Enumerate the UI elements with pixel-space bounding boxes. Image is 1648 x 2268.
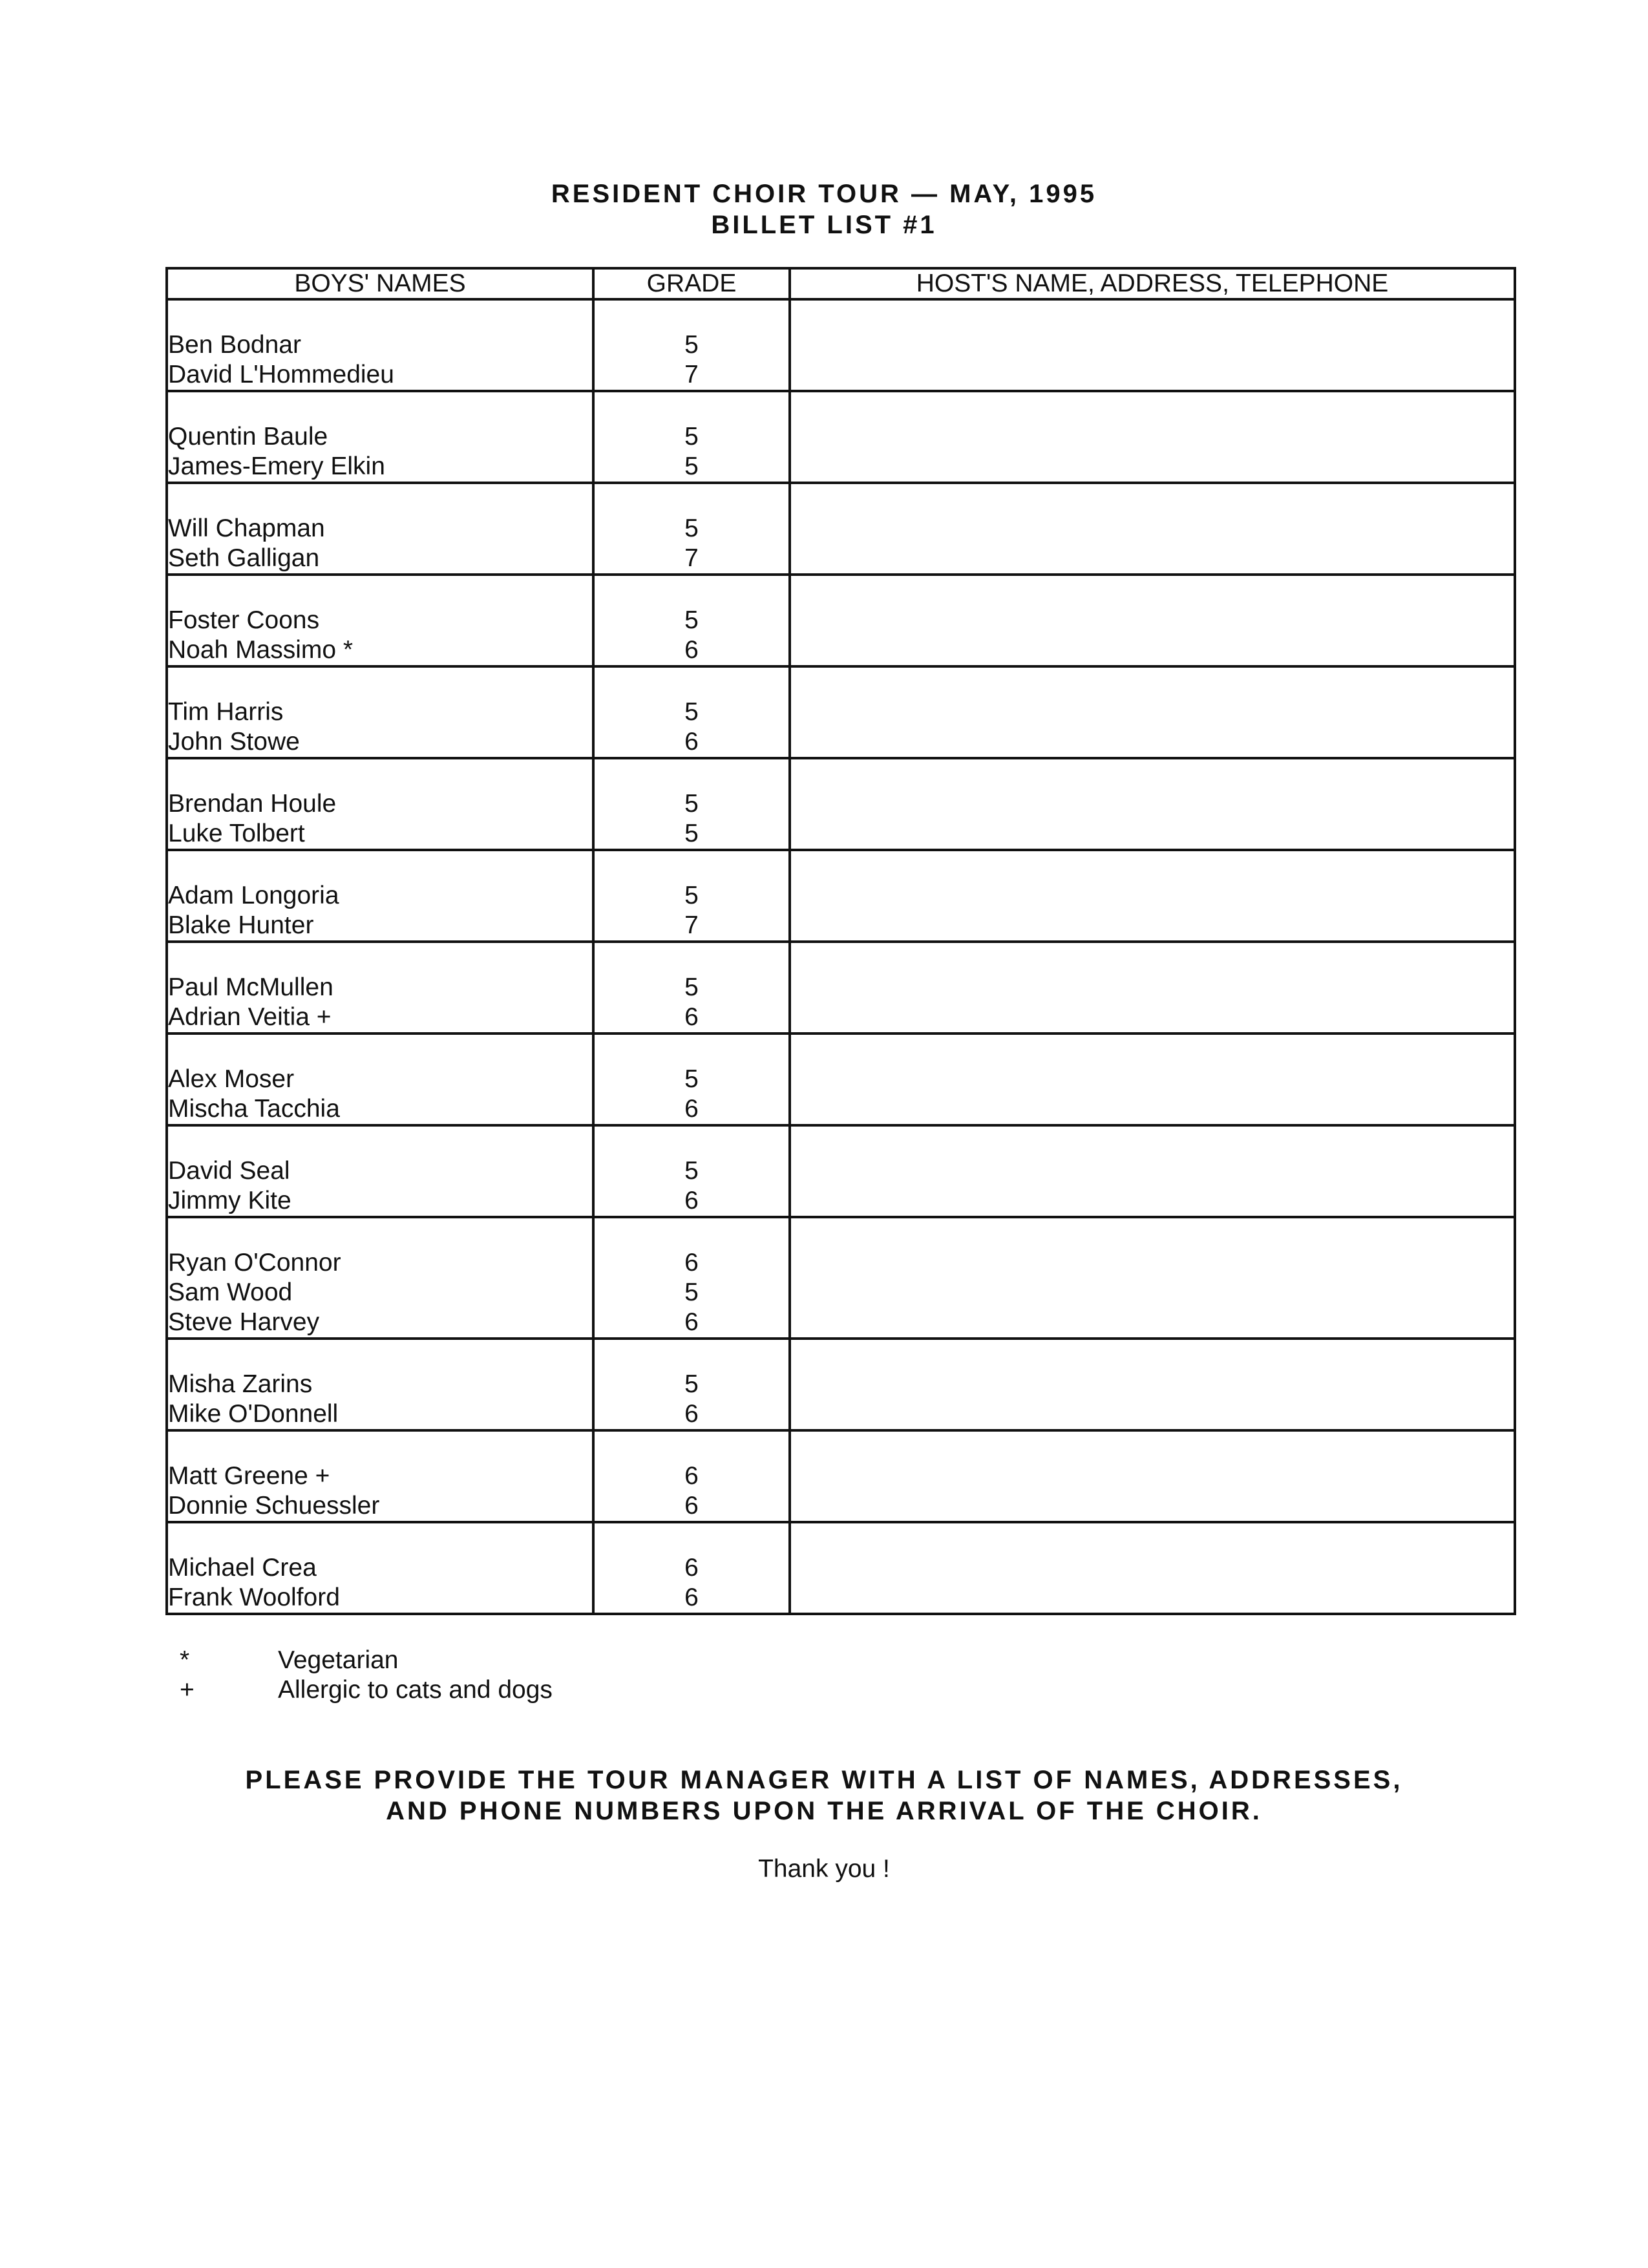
grade-cell bbox=[593, 483, 790, 575]
boys-names-cell bbox=[167, 1522, 593, 1614]
grade-cell bbox=[593, 666, 790, 758]
table-row bbox=[167, 850, 1515, 942]
boys-names-cell bbox=[167, 1125, 593, 1217]
table-row bbox=[167, 1033, 1515, 1125]
host-info-cell[interactable] bbox=[790, 850, 1515, 942]
grade-cell bbox=[593, 1430, 790, 1522]
column-header-grade: GRADE bbox=[593, 268, 790, 299]
boy-name: James-Emery Elkin bbox=[168, 452, 385, 480]
boy-name: Adam Longoria bbox=[168, 882, 339, 909]
legend-item bbox=[180, 1646, 553, 1675]
legend bbox=[180, 1646, 553, 1705]
host-info-cell[interactable] bbox=[790, 666, 1515, 758]
boy-name: Brendan Houle bbox=[168, 790, 337, 818]
boys-names-cell bbox=[167, 1033, 593, 1125]
boy-name: John Stowe bbox=[168, 728, 300, 756]
grade-cell bbox=[593, 942, 790, 1033]
grade-cell bbox=[593, 850, 790, 942]
host-info-cell[interactable] bbox=[790, 1033, 1515, 1125]
grade-value: 5 bbox=[684, 1157, 699, 1185]
grade-cell bbox=[593, 575, 790, 666]
grade-value: 6 bbox=[684, 1400, 699, 1428]
table-row bbox=[167, 483, 1515, 575]
boys-names-cell bbox=[167, 391, 593, 483]
host-info-cell[interactable] bbox=[790, 1430, 1515, 1522]
host-info-cell[interactable] bbox=[790, 942, 1515, 1033]
legend-symbol: + bbox=[180, 1676, 195, 1704]
grade-value: 5 bbox=[684, 423, 699, 450]
grade-value: 6 bbox=[684, 1462, 699, 1490]
grade-value: 7 bbox=[684, 544, 699, 572]
grade-value: 6 bbox=[684, 1003, 699, 1031]
grade-cell bbox=[593, 758, 790, 850]
boy-name: Noah Massimo * bbox=[168, 636, 354, 664]
boys-names-cell bbox=[167, 942, 593, 1033]
boy-name: Michael Crea bbox=[168, 1554, 317, 1582]
host-info-cell[interactable] bbox=[790, 299, 1515, 391]
boy-name: Mike O'Donnell bbox=[168, 1400, 339, 1428]
billet-table-body bbox=[167, 299, 1515, 1614]
grade-cell bbox=[593, 1033, 790, 1125]
host-info-cell[interactable] bbox=[790, 575, 1515, 666]
notice-text: AND PHONE NUMBERS UPON THE ARRIVAL OF THE CHOIR. bbox=[386, 1797, 1262, 1825]
grade-cell bbox=[593, 1522, 790, 1614]
grade-value: 6 bbox=[684, 1492, 699, 1520]
boy-name: David L'Hommedieu bbox=[168, 361, 394, 388]
document-title: RESIDENT CHOIR TOUR — MAY, 1995 bbox=[551, 180, 1097, 208]
host-info-cell[interactable] bbox=[790, 1339, 1515, 1430]
table-row bbox=[167, 942, 1515, 1033]
host-info-cell[interactable] bbox=[790, 1217, 1515, 1339]
billet-table bbox=[165, 267, 1516, 1615]
table-row bbox=[167, 1339, 1515, 1430]
boy-name: Sam Wood bbox=[168, 1278, 293, 1306]
boy-name: Quentin Baule bbox=[168, 423, 328, 450]
grade-cell bbox=[593, 1217, 790, 1339]
grade-value: 5 bbox=[684, 790, 699, 818]
grade-value: 6 bbox=[684, 1187, 699, 1214]
boys-names-cell bbox=[167, 1217, 593, 1339]
host-info-cell[interactable] bbox=[790, 391, 1515, 483]
grade-value: 5 bbox=[684, 1370, 699, 1398]
boy-name: Steve Harvey bbox=[168, 1308, 320, 1336]
table-row bbox=[167, 1217, 1515, 1339]
table-row bbox=[167, 758, 1515, 850]
grade-value: 7 bbox=[684, 361, 699, 388]
table-row bbox=[167, 1430, 1515, 1522]
grade-value: 5 bbox=[684, 452, 699, 480]
table-row bbox=[167, 391, 1515, 483]
grade-value: 5 bbox=[684, 820, 699, 847]
boys-names-cell bbox=[167, 666, 593, 758]
boy-name: Foster Coons bbox=[168, 606, 320, 634]
boy-name: Will Chapman bbox=[168, 514, 325, 542]
boy-name: Misha Zarins bbox=[168, 1370, 313, 1398]
grade-cell bbox=[593, 1339, 790, 1430]
boys-names-cell bbox=[167, 299, 593, 391]
grade-value: 5 bbox=[684, 698, 699, 726]
boy-name: Seth Galligan bbox=[168, 544, 320, 572]
legend-symbol: * bbox=[180, 1646, 190, 1674]
table-row bbox=[167, 666, 1515, 758]
host-info-cell[interactable] bbox=[790, 1522, 1515, 1614]
legend-item bbox=[180, 1675, 553, 1705]
grade-cell bbox=[593, 299, 790, 391]
boy-name: Alex Moser bbox=[168, 1065, 295, 1093]
grade-cell bbox=[593, 1125, 790, 1217]
table-header-row bbox=[167, 268, 1515, 299]
grade-value: 6 bbox=[684, 1249, 699, 1277]
table-row bbox=[167, 1125, 1515, 1217]
grade-value: 5 bbox=[684, 606, 699, 634]
grade-value: 5 bbox=[684, 973, 699, 1001]
grade-value: 6 bbox=[684, 728, 699, 756]
boys-names-cell bbox=[167, 758, 593, 850]
legend-meaning: Allergic to cats and dogs bbox=[278, 1676, 553, 1704]
column-header-boys-names: BOYS' NAMES bbox=[167, 268, 593, 299]
closing-text: Thank you ! bbox=[758, 1855, 890, 1883]
table-row bbox=[167, 1522, 1515, 1614]
boy-name: Donnie Schuessler bbox=[168, 1492, 380, 1520]
grade-value: 5 bbox=[684, 514, 699, 542]
boys-names-cell bbox=[167, 483, 593, 575]
table-row bbox=[167, 575, 1515, 666]
grade-value: 5 bbox=[684, 1065, 699, 1093]
column-header-host: HOST'S NAME, ADDRESS, TELEPHONE bbox=[790, 268, 1515, 299]
grade-value: 5 bbox=[684, 882, 699, 909]
boys-names-cell bbox=[167, 1430, 593, 1522]
host-info-cell[interactable] bbox=[790, 758, 1515, 850]
grade-cell bbox=[593, 391, 790, 483]
boy-name: Mischa Tacchia bbox=[168, 1095, 340, 1123]
boys-names-cell bbox=[167, 1339, 593, 1430]
notice-text: PLEASE PROVIDE THE TOUR MANAGER WITH A LIST OF NAMES, ADDRESSES, bbox=[245, 1766, 1403, 1794]
boys-names-cell bbox=[167, 575, 593, 666]
boy-name: Luke Tolbert bbox=[168, 820, 305, 847]
boy-name: Paul McMullen bbox=[168, 973, 333, 1001]
document-subtitle: BILLET LIST #1 bbox=[711, 211, 937, 239]
grade-value: 5 bbox=[684, 331, 699, 359]
grade-value: 6 bbox=[684, 1308, 699, 1336]
legend-meaning: Vegetarian bbox=[278, 1646, 399, 1674]
boy-name: Blake Hunter bbox=[168, 911, 314, 939]
boy-name: David Seal bbox=[168, 1157, 290, 1185]
boy-name: Ben Bodnar bbox=[168, 331, 301, 359]
boy-name: Matt Greene + bbox=[168, 1462, 330, 1490]
host-info-cell[interactable] bbox=[790, 483, 1515, 575]
host-info-cell[interactable] bbox=[790, 1125, 1515, 1217]
boy-name: Adrian Veitia + bbox=[168, 1003, 332, 1031]
grade-value: 5 bbox=[684, 1278, 699, 1306]
boy-name: Frank Woolford bbox=[168, 1584, 340, 1611]
grade-value: 6 bbox=[684, 636, 699, 664]
boy-name: Ryan O'Connor bbox=[168, 1249, 341, 1277]
table-row bbox=[167, 299, 1515, 391]
boy-name: Jimmy Kite bbox=[168, 1187, 291, 1214]
grade-value: 6 bbox=[684, 1584, 699, 1611]
grade-value: 7 bbox=[684, 911, 699, 939]
grade-value: 6 bbox=[684, 1554, 699, 1582]
grade-value: 6 bbox=[684, 1095, 699, 1123]
boys-names-cell bbox=[167, 850, 593, 942]
boy-name: Tim Harris bbox=[168, 698, 284, 726]
